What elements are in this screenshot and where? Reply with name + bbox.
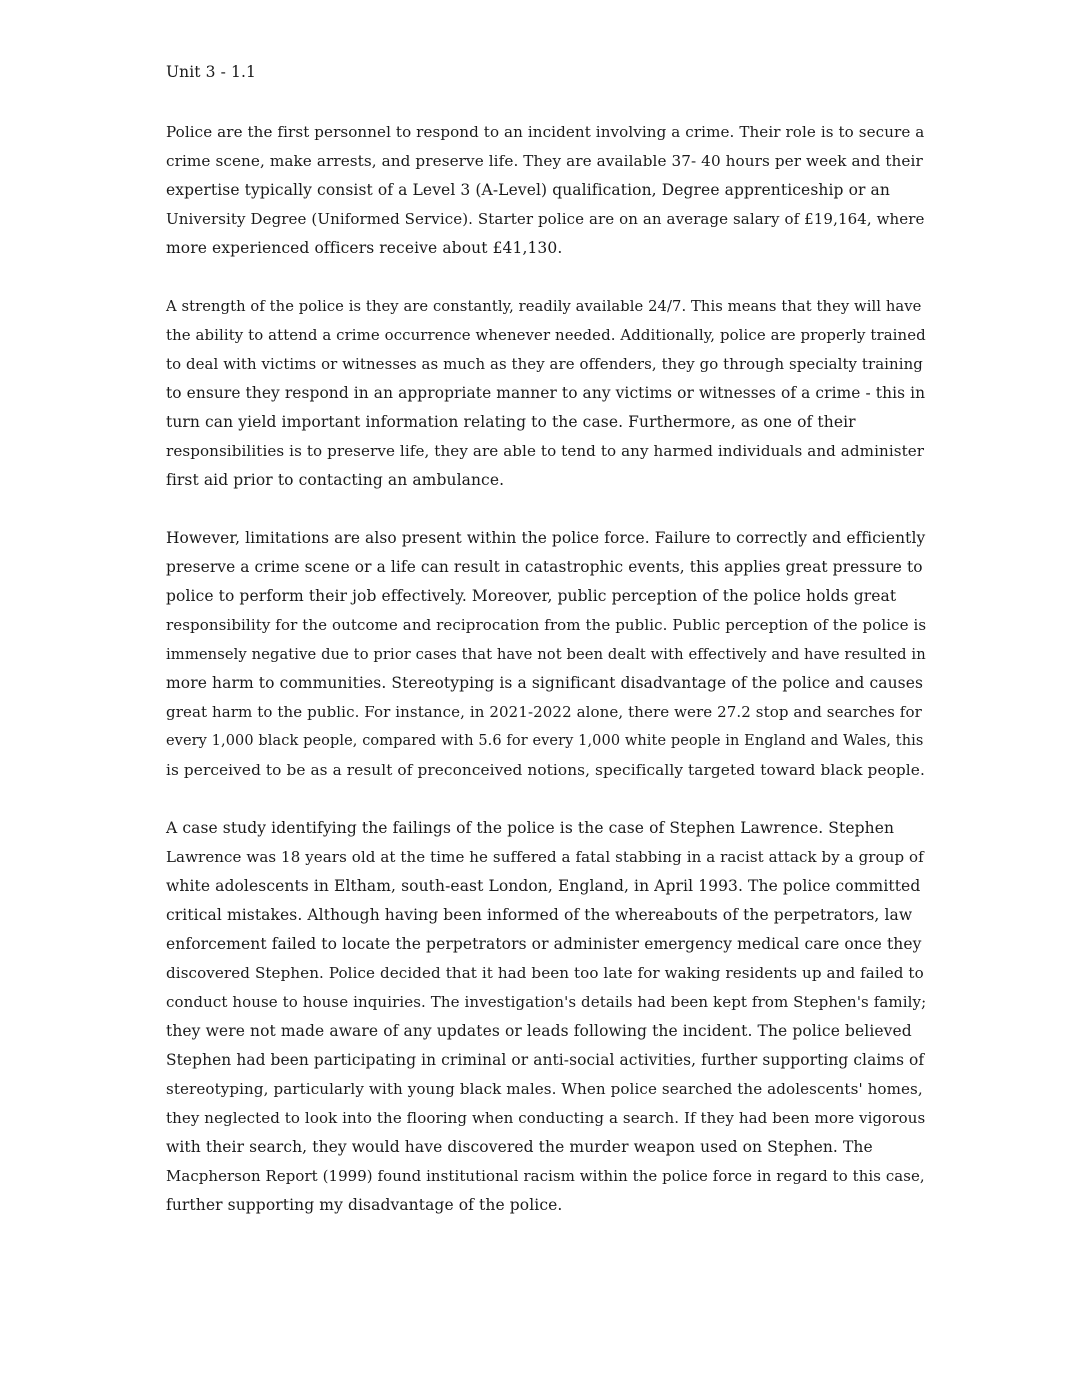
paragraph-police-limitations <box>166 524 926 785</box>
text-line: they neglected to look into the flooring when conducting a search. If they had been more vigorous <box>166 1109 926 1127</box>
text-line: responsibility for the outcome and reciprocation from the public. Public perception of the police is <box>166 616 927 634</box>
text-line: conduct house to house inquiries. The investigation's details had been kept from Stephen's family; <box>166 993 927 1011</box>
text-line: Lawrence was 18 years old at the time he suffered a fatal stabbing in a racist attack by a group of <box>166 848 924 866</box>
text-line: great harm to the public. For instance, in 2021-2022 alone, there were 27.2 stop and searches for <box>166 703 922 721</box>
text-line: Police are the first personnel to respond to an incident involving a crime. Their role is to secure a <box>166 123 925 141</box>
text-line: expertise typically consist of a Level 3 (A-Level) qualification, Degree apprenticeship or an <box>166 181 890 199</box>
document-heading: Unit 3 - 1.1 <box>166 63 256 81</box>
text-line: However, limitations are also present within the police force. Failure to correctly and efficiently <box>166 529 926 547</box>
text-line: University Degree (Uniformed Service). Starter police are on an average salary of £19,164, where <box>166 210 925 228</box>
text-line: more harm to communities. Stereotyping is a significant disadvantage of the police and causes <box>166 674 924 692</box>
text-line: discovered Stephen. Police decided that it had been too late for waking residents up and failed to <box>166 964 924 982</box>
text-line: police to perform their job effectively. Moreover, public perception of the police holds great <box>166 587 897 605</box>
text-line: to ensure they respond in an appropriate manner to any victims or witnesses of a crime - this in <box>166 384 926 402</box>
text-line: every 1,000 black people, compared with 5.6 for every 1,000 white people in England and Wales, this <box>166 733 924 749</box>
paragraph-case-study <box>166 814 926 1220</box>
text-line: more experienced officers receive about £41,130. <box>166 239 563 257</box>
text-line: first aid prior to contacting an ambulance. <box>166 471 505 489</box>
text-line: A case study identifying the failings of the police is the case of Stephen Lawrence. Stephen <box>166 819 895 837</box>
text-line: crime scene, make arrests, and preserve life. They are available 37- 40 hours per week and their <box>166 152 923 170</box>
text-line: Stephen had been participating in criminal or anti-social activities, further supporting claims of <box>166 1051 925 1069</box>
text-line: turn can yield important information relating to the case. Furthermore, as one of their <box>166 413 856 431</box>
text-line: they were not made aware of any updates or leads following the incident. The police believed <box>166 1022 912 1040</box>
text-line: Macpherson Report (1999) found institutional racism within the police force in regard to this case, <box>166 1167 925 1185</box>
text-line: enforcement failed to locate the perpetrators or administer emergency medical care once they <box>166 935 922 953</box>
text-line: preserve a crime scene or a life can result in catastrophic events, this applies great pressure to <box>166 558 923 576</box>
text-line: to deal with victims or witnesses as much as they are offenders, they go through specialty training <box>166 355 923 373</box>
text-line: with their search, they would have discovered the murder weapon used on Stephen. The <box>166 1138 873 1156</box>
text-line: immensely negative due to prior cases that have not been dealt with effectively and have resulted in <box>166 646 926 663</box>
text-line: responsibilities is to preserve life, they are able to tend to any harmed individuals and administer <box>166 442 925 460</box>
text-line: A strength of the police is they are constantly, readily available 24/7. This means that they will have <box>166 298 922 315</box>
text-line: further supporting my disadvantage of the police. <box>166 1196 563 1214</box>
text-line: is perceived to be as a result of preconceived notions, specifically targeted toward black people. <box>166 761 925 779</box>
text-line: stereotyping, particularly with young black males. When police searched the adolescents' homes, <box>166 1080 923 1098</box>
text-line: white adolescents in Eltham, south-east London, England, in April 1993. The police committed <box>166 877 921 895</box>
paragraph-police-strengths <box>166 292 926 495</box>
text-line: critical mistakes. Although having been informed of the whereabouts of the perpetrators, law <box>166 906 913 924</box>
text-line: the ability to attend a crime occurrence whenever needed. Additionally, police are properly trained <box>166 326 926 344</box>
paragraph-police-role <box>166 118 926 263</box>
